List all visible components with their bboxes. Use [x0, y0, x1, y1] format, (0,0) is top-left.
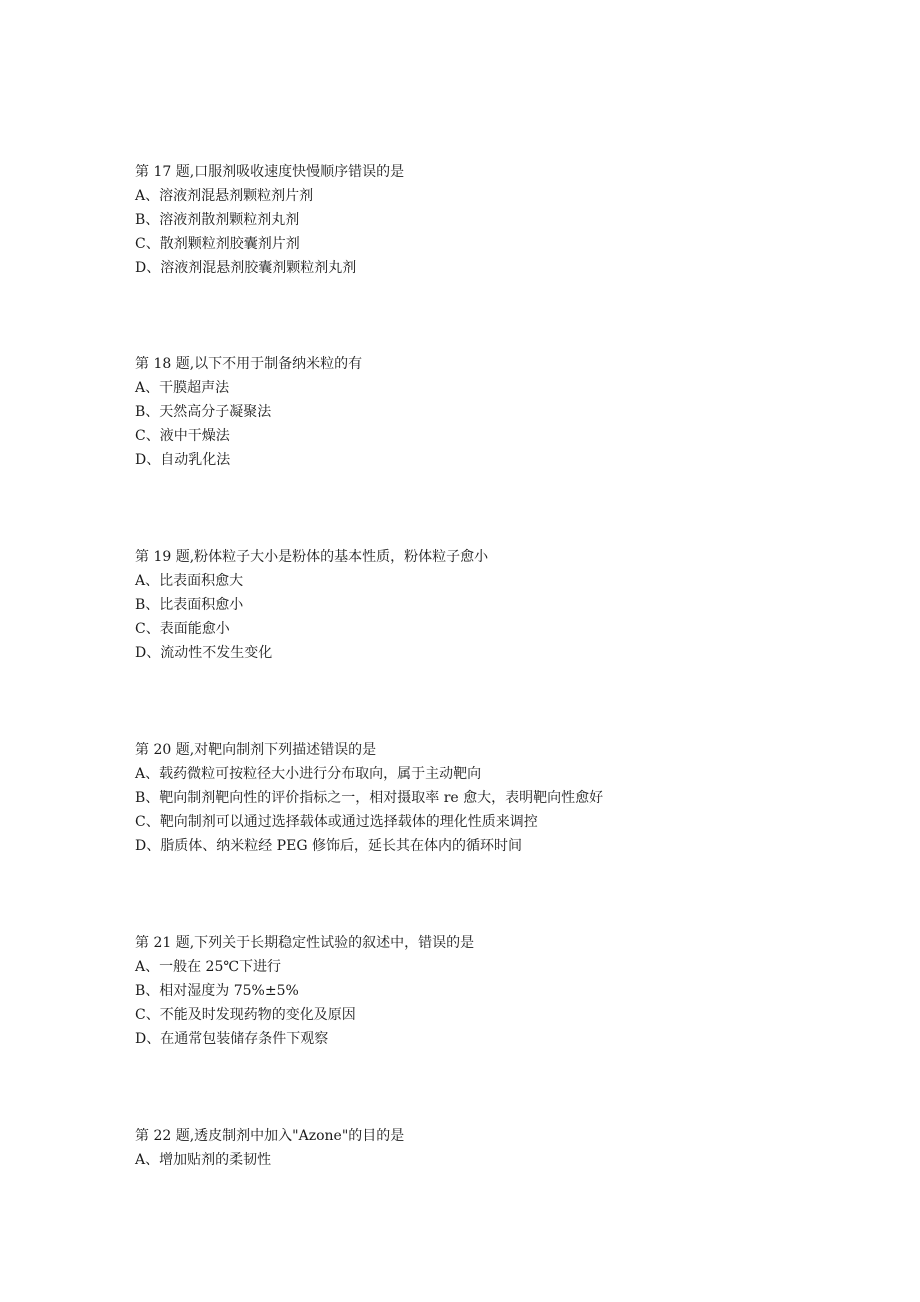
question-title: 第 21 题,下列关于长期稳定性试验的叙述中，错误的是	[135, 935, 475, 951]
option-a: A、增加贴剂的柔韧性	[135, 1152, 272, 1168]
option-a: A、比表面积愈大	[135, 573, 244, 589]
option-a: A、载药微粒可按粒径大小进行分布取向，属于主动靶向	[135, 766, 482, 782]
question-21	[135, 931, 835, 1051]
option-d: D、在通常包装储存条件下观察	[135, 1031, 329, 1047]
question-17	[135, 160, 835, 280]
option-a: A、溶液剂混悬剂颗粒剂片剂	[135, 188, 314, 204]
question-title: 第 20 题,对靶向制剂下列描述错误的是	[135, 742, 377, 758]
option-d: D、脂质体、纳米粒经 PEG 修饰后，延长其在体内的循环时间	[135, 838, 522, 854]
option-c: C、不能及时发现药物的变化及原因	[135, 1007, 356, 1023]
option-d: D、流动性不发生变化	[135, 645, 273, 661]
question-22	[135, 1124, 835, 1172]
question-title: 第 18 题,以下不用于制备纳米粒的有	[135, 356, 363, 372]
option-d: D、溶液剂混悬剂胶囊剂颗粒剂丸剂	[135, 260, 357, 276]
question-title: 第 22 题,透皮制剂中加入"Azone"的目的是	[135, 1128, 405, 1144]
option-d: D、自动乳化法	[135, 452, 231, 468]
question-20	[135, 738, 835, 858]
question-title: 第 17 题,口服剂吸收速度快慢顺序错误的是	[135, 164, 405, 180]
option-c: C、散剂颗粒剂胶囊剂片剂	[135, 236, 300, 252]
option-b: B、相对湿度为 75%±5%	[135, 983, 299, 999]
option-b: B、比表面积愈小	[135, 597, 244, 613]
question-title: 第 19 题,粉体粒子大小是粉体的基本性质，粉体粒子愈小	[135, 549, 489, 565]
option-c: C、液中干燥法	[135, 428, 230, 444]
question-19	[135, 545, 835, 665]
option-c: C、表面能愈小	[135, 621, 230, 637]
option-b: B、天然高分子凝聚法	[135, 404, 272, 420]
option-b: B、靶向制剂靶向性的评价指标之一，相对摄取率 re 愈大，表明靶向性愈好	[135, 790, 604, 806]
option-c: C、靶向制剂可以通过选择载体或通过选择载体的理化性质来调控	[135, 814, 538, 830]
option-a: A、一般在 25℃下进行	[135, 959, 282, 975]
option-a: A、干膜超声法	[135, 380, 230, 396]
option-b: B、溶液剂散剂颗粒剂丸剂	[135, 212, 300, 228]
question-18	[135, 352, 835, 472]
